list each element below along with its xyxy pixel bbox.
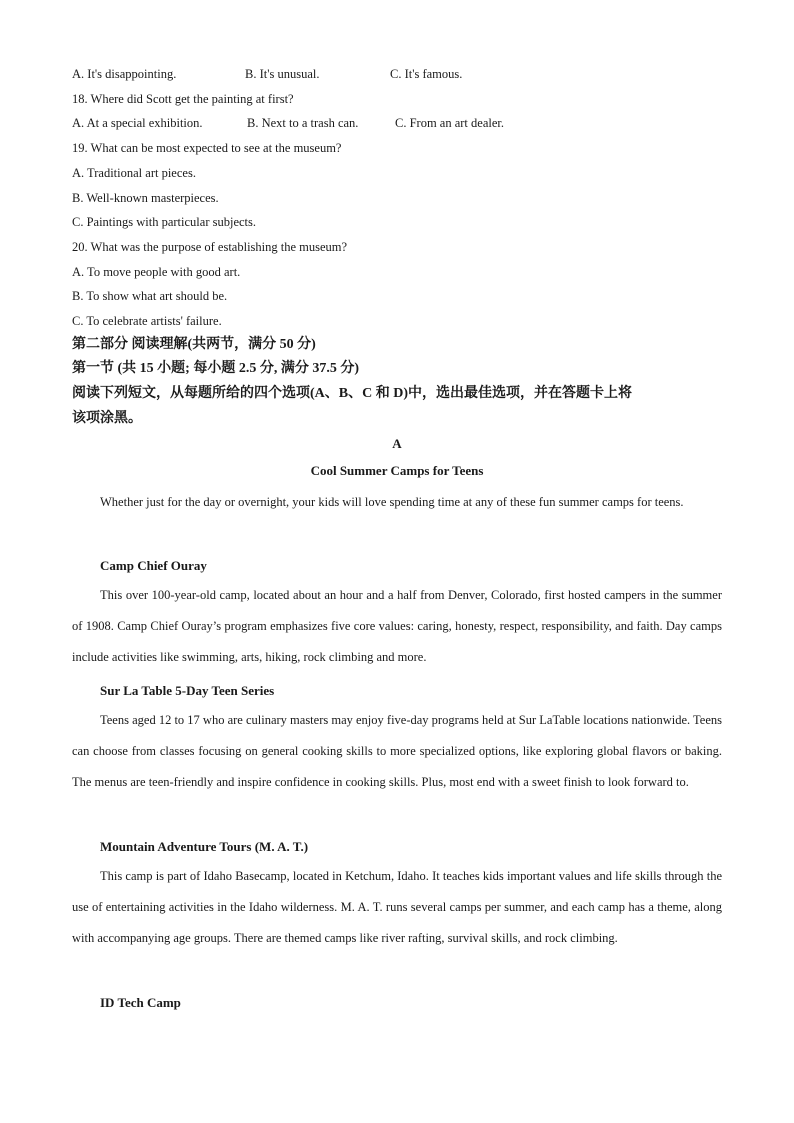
q20-question: 20. What was the purpose of establishing the museum? (72, 240, 348, 254)
camp-heading: Sur La Table 5-Day Teen Series (100, 683, 275, 698)
q17-option-a: A. It's disappointing. (72, 67, 177, 81)
q17-option-c: C. It's famous. (390, 67, 463, 81)
section1-heading: 第一节 (共 15 小题; 每小题 2.5 分, 满分 37.5 分) (72, 361, 359, 376)
q17-option-b: B. It's unusual. (245, 67, 320, 81)
camp-description: Teens aged 12 to 17 who are culinary masters may enjoy five-day programs held at Sur LaTable locations nationwide. Teens can choose from classes focusing on general cooking skills to more specialized options, like exploring global flavors or baking. The menus are teen-friendly and inspire confidence in cooking skills. Plus, most end with a sweet finish to look forward to. (72, 713, 722, 790)
q18-question: 18. Where did Scott get the painting at first? (72, 92, 294, 106)
q20-option-c: C. To celebrate artists' failure. (72, 314, 222, 328)
camp-description: This over 100-year-old camp, located about an hour and a half from Denver, Colorado, first hosted campers in the summer of 1908. Camp Chief Ouray’s program emphasizes five core values: caring, honesty, respect, responsibility, and faith. Day camps include activities like swimming, arts, hiking, rock climbing and more. (72, 588, 722, 665)
camp-description: This camp is part of Idaho Basecamp, located in Ketchum, Idaho. It teaches kids important values and life skills through the use of entertaining activities in the Idaho wilderness. M. A. T. runs several camps per summer, and each camp has a theme, along with accompanying age groups. There are themed camps like river rafting, survival skills, and rock climbing. (72, 869, 722, 946)
q19-option-a: A. Traditional art pieces. (72, 166, 196, 180)
q19-option-c: C. Paintings with particular subjects. (72, 215, 257, 229)
camp-heading: ID Tech Camp (100, 995, 181, 1010)
q20-option-b: B. To show what art should be. (72, 289, 228, 303)
instruction-line-2: 该项涂黑。 (72, 411, 142, 426)
passage-letter: A (392, 436, 402, 451)
q18-option-a: A. At a special exhibition. (72, 116, 203, 130)
camp-heading: Mountain Adventure Tours (M. A. T.) (100, 839, 309, 854)
q20-option-a: A. To move people with good art. (72, 265, 241, 279)
q19-question: 19. What can be most expected to see at the museum? (72, 141, 342, 155)
part2-heading: 第二部分 阅读理解(共两节，满分 50 分) (72, 337, 316, 352)
q19-option-b: B. Well-known masterpieces. (72, 191, 219, 205)
q18-option-c: C. From an art dealer. (395, 116, 504, 130)
instruction-line-1: 阅读下列短文，从每题所给的四个选项(A、B、C 和 D)中，选出最佳选项，并在答题卡上将 (72, 386, 632, 401)
passage-title: Cool Summer Camps for Teens (310, 463, 484, 478)
q18-option-b: B. Next to a trash can. (247, 116, 359, 130)
passage-intro: Whether just for the day or overnight, your kids will love spending time at any of these fun summer camps for teens. (100, 495, 684, 509)
camp-heading: Camp Chief Ouray (100, 558, 207, 573)
